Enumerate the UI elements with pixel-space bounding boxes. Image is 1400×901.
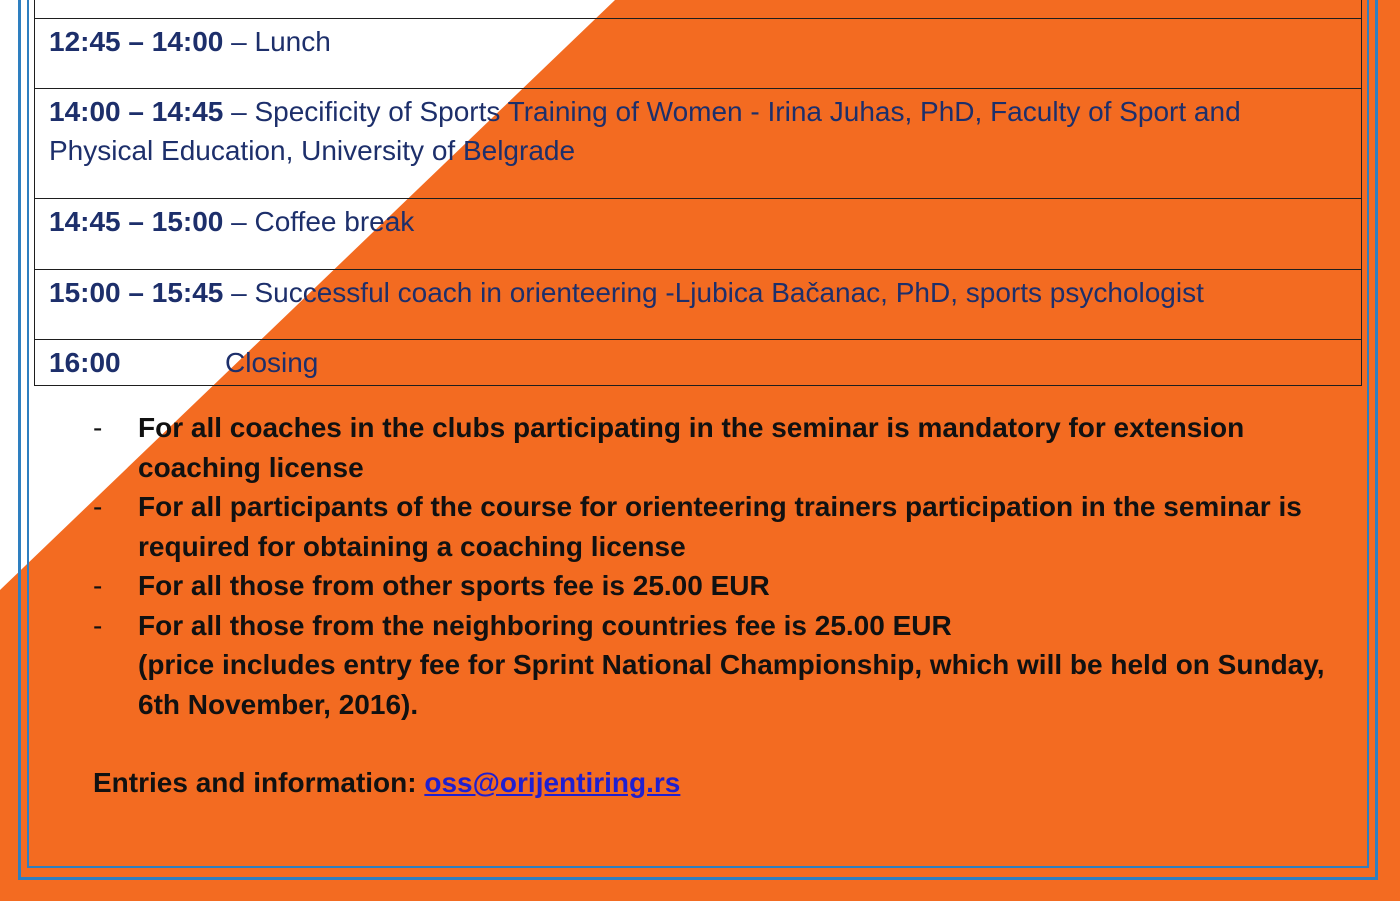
schedule-time: 14:45 – 15:00 — [49, 206, 224, 237]
schedule-time: 15:00 – 15:45 — [49, 277, 224, 308]
note-item — [93, 566, 1363, 606]
bullet-dash: - — [93, 570, 103, 601]
contact-email-link[interactable]: oss@orijentiring.rs — [424, 767, 681, 798]
schedule-item: – Lunch — [223, 26, 331, 57]
note-text: For all those from the neighboring countries fee is 25.00 EUR — [138, 609, 952, 641]
schedule-row — [35, 339, 1361, 385]
schedule-item: Closing — [225, 347, 319, 378]
schedule-time: 14:00 – 14:45 — [49, 96, 224, 127]
schedule-table — [34, 0, 1362, 386]
contact-label: Entries and information: — [93, 767, 425, 798]
schedule-row — [35, 198, 1361, 269]
schedule-item: – Specificity of Sports Training of Women - Irina Juhas, PhD, Faculty of Sport and Physical Education, University of Belgrade — [49, 96, 1241, 166]
schedule-time: 16:00 — [49, 347, 121, 378]
bullet-dash: - — [93, 491, 103, 522]
note-price-info: (price includes entry fee for Sprint National Championship, which will be held on Sunday, 6th November, 2016). — [138, 649, 1325, 720]
contact-line — [93, 763, 680, 802]
note-text: For all coaches in the clubs participating in the seminar is mandatory for extension coaching license — [138, 412, 1245, 483]
bullet-dash: - — [93, 609, 103, 641]
schedule-row-previous — [35, 0, 1361, 18]
schedule-row — [35, 18, 1361, 88]
schedule-row — [35, 88, 1361, 198]
schedule-item: – Coffee break — [223, 206, 415, 237]
bullet-dash: - — [93, 412, 103, 443]
schedule-row — [35, 269, 1361, 339]
note-item — [93, 487, 1363, 566]
note-item — [93, 606, 1363, 725]
notes-list — [93, 408, 1363, 724]
schedule-time: 12:45 – 14:00 — [49, 26, 224, 57]
note-text: For all those from other sports fee is 25.00 EUR — [138, 570, 770, 601]
note-item — [93, 408, 1363, 487]
note-text: For all participants of the course for orienteering trainers participation in the seminar is required for obtaining a coaching license — [138, 491, 1302, 562]
schedule-item: – Successful coach in orienteering -Ljubica Bačanac, PhD, sports psychologist — [223, 277, 1204, 308]
